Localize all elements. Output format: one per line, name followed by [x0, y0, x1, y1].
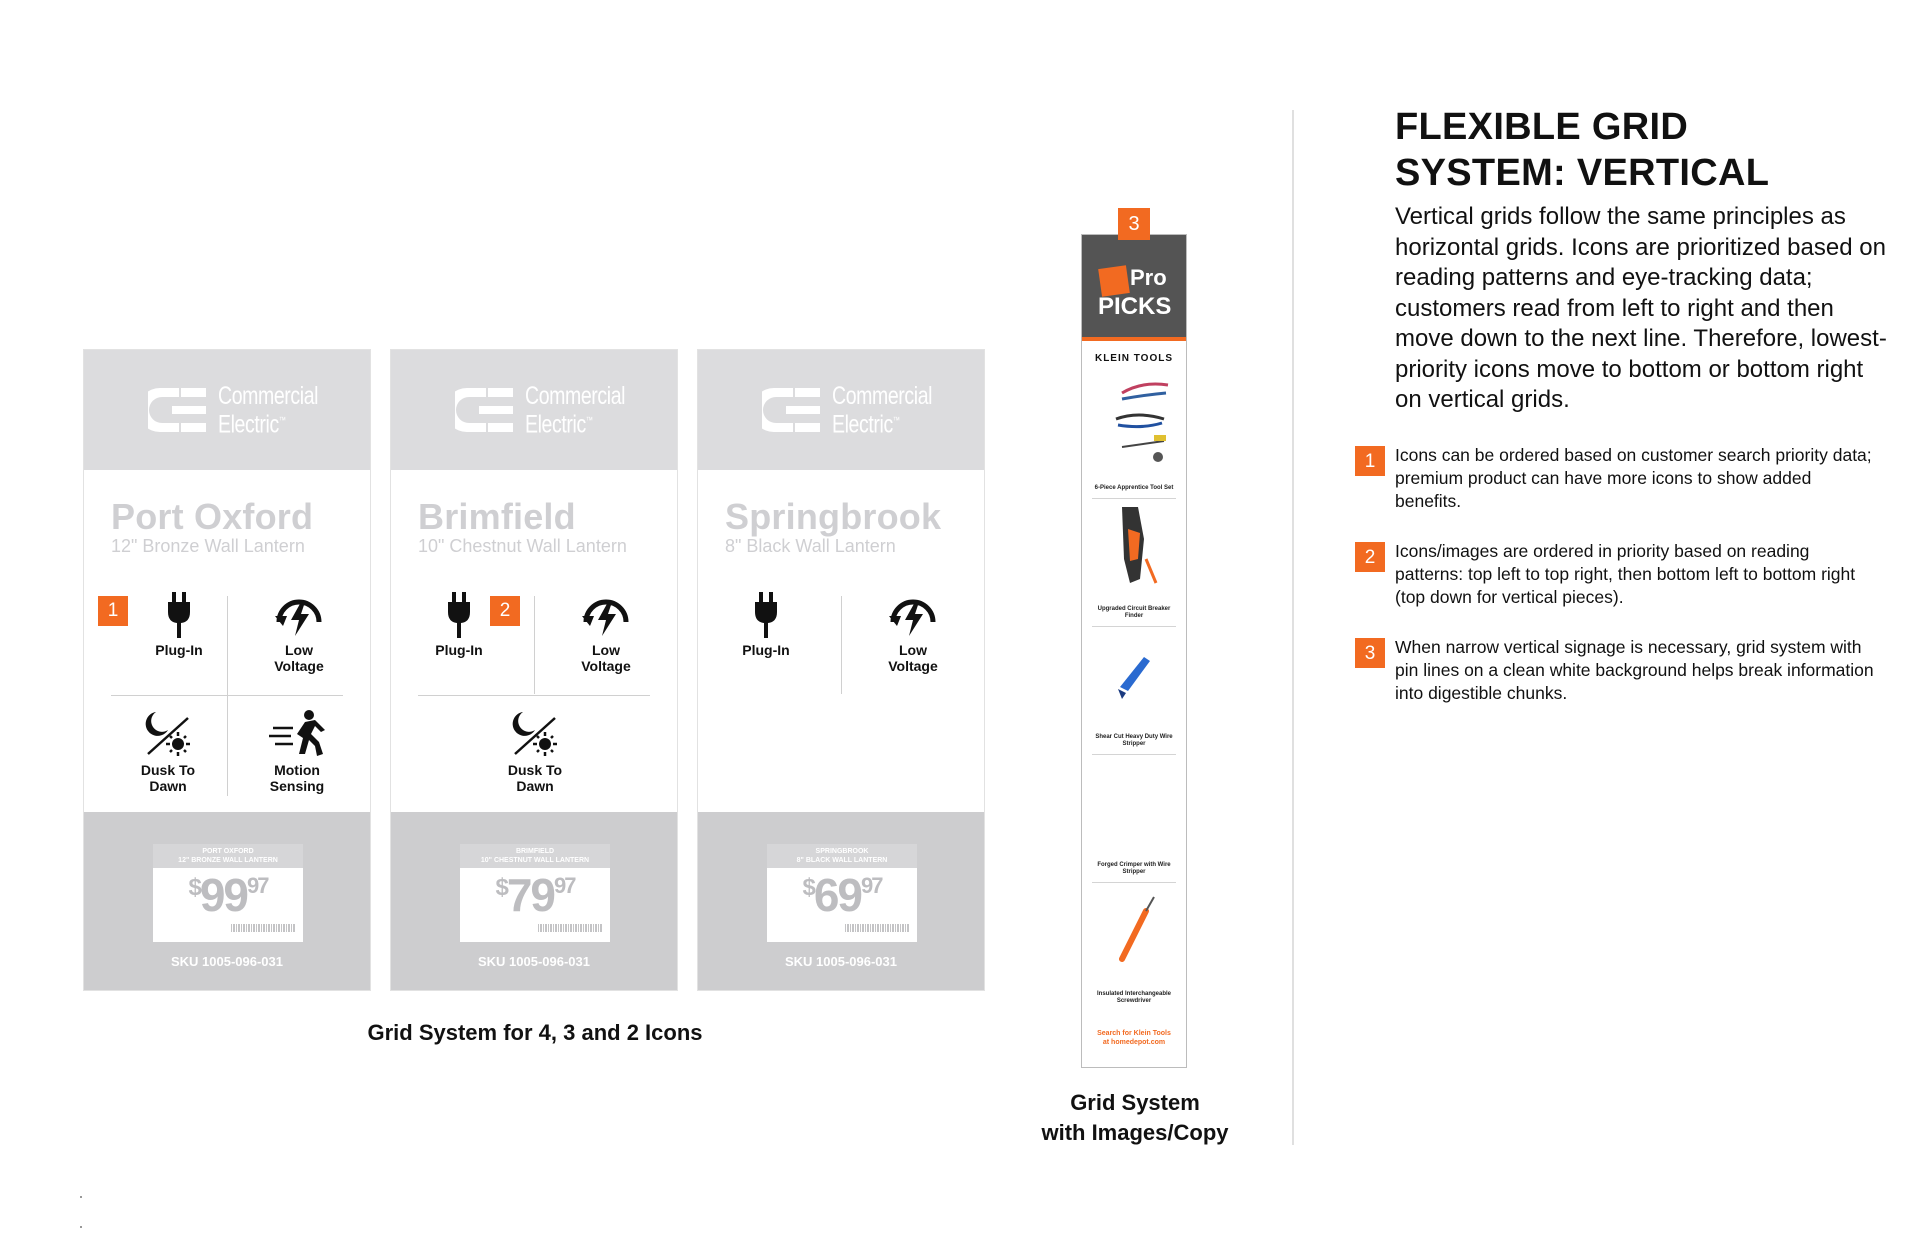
- dusk-to-dawn-icon: [507, 710, 563, 758]
- tag-product-desc: 12" BRONZE WALL LANTERN: [178, 857, 278, 864]
- price-dollars: 69: [813, 869, 862, 921]
- signage-card-port-oxford: [84, 350, 370, 990]
- low-voltage-icon: [887, 594, 939, 638]
- priority-badge-1: 1: [98, 596, 128, 626]
- tag-product-name: BRIMFIELD: [515, 848, 555, 855]
- dusk-to-dawn-icon: [140, 710, 196, 758]
- priority-badge-2: 2: [490, 596, 520, 626]
- icon-label-dusk-to: Dusk To: [140, 762, 196, 778]
- logo-tm: ™: [585, 414, 593, 425]
- search-line-1: Search for Klein Tools: [1097, 1030, 1171, 1037]
- search-cta: [1082, 1029, 1186, 1047]
- screwdriver-icon: [1092, 883, 1176, 983]
- search-line-2: at homedepot.com: [1102, 1039, 1166, 1046]
- caption-strip: [1010, 1088, 1260, 1148]
- icon-grid-2: [698, 590, 984, 820]
- price-footer: [391, 812, 677, 990]
- price-currency: $: [495, 874, 507, 901]
- icon-cell-plug-in: [399, 592, 519, 658]
- note-text-1: Icons can be ordered based on customer search priority data; premium product can have more icons to show added benefits.: [1395, 445, 1872, 511]
- price-dollars: 79: [506, 869, 555, 921]
- tag-product-name: PORT OXFORD: [202, 848, 254, 855]
- note-1: [1355, 444, 1875, 513]
- note-badge-1: 1: [1355, 446, 1385, 476]
- signage-card-springbrook: [698, 350, 984, 990]
- icon-cell-dusk-to-dawn: [108, 710, 228, 794]
- product-title: Springbrook: [725, 496, 942, 537]
- logo-line-1: Commercial: [217, 381, 318, 410]
- icon-label-plug-in: Plug-In: [155, 642, 203, 658]
- stray-dot: [80, 1226, 82, 1228]
- price-cents: 97: [554, 873, 575, 898]
- price-footer: [698, 812, 984, 990]
- logo-wordmark: [217, 381, 318, 439]
- plug-icon: [751, 592, 781, 638]
- low-voltage-icon: [580, 594, 632, 638]
- brand-header: [698, 350, 984, 470]
- icon-label-low: Low: [899, 642, 927, 658]
- logo-line-1: Commercial: [524, 381, 625, 410]
- tag-product-desc: 10" CHESTNUT WALL LANTERN: [480, 857, 590, 864]
- barcode-graphic: [845, 924, 909, 932]
- note-text-3: When narrow vertical signage is necessary, grid system with pin lines on a clean white background helps break information into digestible chunks.: [1395, 637, 1874, 703]
- icon-cell-plug-in: [119, 592, 239, 658]
- pin-line-horizontal: [418, 695, 650, 696]
- icon-cell-dusk-to-dawn: [475, 710, 595, 794]
- vertical-strip-sign: [1082, 235, 1186, 1067]
- price: [153, 868, 303, 922]
- logo-wordmark: [831, 381, 932, 439]
- product-subtitle: 8" Black Wall Lantern: [725, 536, 896, 556]
- sku: SKU 1005-096-031: [477, 954, 591, 969]
- price-dollars: 99: [199, 869, 248, 921]
- product-slot: [1092, 499, 1176, 627]
- note-text-2: Icons/images are ordered in priority based on reading patterns: top left to top right, then bottom left to bottom right (top down for vertical pieces).: [1395, 541, 1856, 607]
- column-divider: [1292, 110, 1294, 1145]
- plug-icon: [444, 592, 474, 638]
- barcode-graphic: [231, 924, 295, 932]
- logo-line-1: Commercial: [831, 381, 932, 410]
- note-2: [1355, 540, 1875, 609]
- price-tag: [153, 844, 303, 942]
- motion-sensing-icon: [269, 710, 325, 758]
- icon-grid-3: [391, 590, 677, 820]
- sku: SKU 1005-096-031: [170, 954, 284, 969]
- icon-label-dusk-to: Dusk To: [507, 762, 563, 778]
- signage-card-brimfield: [391, 350, 677, 990]
- barcode-graphic: [538, 924, 602, 932]
- sku: SKU 1005-096-031: [784, 954, 898, 969]
- logo-line-2: Electric: [524, 410, 586, 439]
- pin-line-vertical: [534, 596, 535, 694]
- icon-cell-plug-in: [706, 592, 826, 658]
- tag-product-name: SPRINGBROOK: [815, 848, 869, 855]
- stray-dot: [80, 1196, 82, 1198]
- price-tag: [460, 844, 610, 942]
- product-subtitle: 12" Bronze Wall Lantern: [111, 536, 305, 556]
- brand-header: [84, 350, 370, 470]
- product-subtitle: 10" Chestnut Wall Lantern: [418, 536, 627, 556]
- brand-heading: KLEIN TOOLS: [1094, 353, 1174, 364]
- icon-label-voltage: Voltage: [274, 658, 324, 674]
- icon-label-voltage: Voltage: [581, 658, 631, 674]
- logo-picks: PICKS: [1098, 293, 1172, 320]
- icon-label-sensing: Sensing: [269, 778, 325, 794]
- product-slot: [1092, 627, 1176, 755]
- plug-icon: [164, 592, 194, 638]
- logo-pro: Pro: [1130, 265, 1167, 290]
- price-cents: 97: [247, 873, 268, 898]
- product-name: Insulated Interchangeable Screwdriver: [1096, 991, 1172, 1004]
- icon-label-plug-in: Plug-In: [435, 642, 483, 658]
- price: [460, 868, 610, 922]
- price-cents: 97: [861, 873, 882, 898]
- note-badge-2: 2: [1355, 542, 1385, 572]
- pro-picks-header: [1082, 235, 1186, 341]
- product-slot: [1092, 883, 1176, 1011]
- logo-line-2: Electric: [217, 410, 279, 439]
- price-tag-header: [153, 844, 303, 868]
- pin-line-vertical: [841, 596, 842, 694]
- icon-label-voltage: Voltage: [888, 658, 938, 674]
- caption-strip-line-1: Grid System: [1070, 1090, 1200, 1115]
- icon-label-dawn: Dawn: [516, 778, 554, 794]
- section-heading: FLEXIBLE GRID SYSTEM: VERTICAL: [1395, 106, 1770, 194]
- icon-cell-motion-sensing: [237, 710, 357, 794]
- brand-header: [391, 350, 677, 470]
- icon-cell-low-voltage: [546, 594, 666, 674]
- icon-label-plug-in: Plug-In: [742, 642, 790, 658]
- tool-set-icon: [1092, 371, 1176, 471]
- wire-stripper-icon: [1092, 627, 1176, 727]
- price-footer: [84, 812, 370, 990]
- product-slot: [1092, 371, 1176, 499]
- price-currency: $: [802, 874, 814, 901]
- product-name: Forged Crimper with Wire Stripper: [1097, 862, 1171, 875]
- price-currency: $: [188, 874, 200, 901]
- icon-grid-4: [84, 590, 370, 820]
- product-name: Upgraded Circuit Breaker Finder: [1097, 606, 1171, 619]
- price-tag: [767, 844, 917, 942]
- icon-label-motion: Motion: [274, 762, 320, 778]
- logo-tm: ™: [278, 414, 286, 425]
- commercial-electric-logo-icon: [148, 385, 210, 435]
- commercial-electric-logo-icon: [762, 385, 824, 435]
- product-slot: [1092, 755, 1176, 883]
- price-tag-header: [767, 844, 917, 868]
- product-title: Port Oxford: [111, 496, 314, 537]
- caption-strip-line-2: with Images/Copy: [1041, 1120, 1229, 1145]
- price-tag-header: [460, 844, 610, 868]
- icon-label-dawn: Dawn: [149, 778, 187, 794]
- low-voltage-icon: [273, 594, 325, 638]
- logo-line-2: Electric: [831, 410, 893, 439]
- product-title: Brimfield: [418, 496, 576, 537]
- icon-label-low: Low: [592, 642, 620, 658]
- commercial-electric-logo-icon: [455, 385, 517, 435]
- logo-tm: ™: [892, 414, 900, 425]
- pin-line-horizontal: [111, 695, 343, 696]
- logo-wordmark: [524, 381, 625, 439]
- tag-product-desc: 8" BLACK WALL LANTERN: [796, 857, 888, 864]
- price: [767, 868, 917, 922]
- icon-cell-low-voltage: [853, 594, 973, 674]
- note-badge-3: 3: [1355, 638, 1385, 668]
- icon-label-low: Low: [285, 642, 313, 658]
- intro-paragraph: Vertical grids follow the same principles as horizontal grids. Icons are prioritized based on reading patterns and eye-tracking data; customers read from left to right and then move down to the next line. Therefore, lowest-priority icons move to bottom or bottom right on vertical grids.: [1395, 203, 1887, 413]
- icon-cell-low-voltage: [239, 594, 359, 674]
- breaker-finder-icon: [1092, 499, 1176, 599]
- priority-badge-3: 3: [1118, 208, 1150, 240]
- product-name: 6-Piece Apprentice Tool Set: [1094, 485, 1174, 491]
- note-3: [1355, 636, 1875, 705]
- product-name: Shear Cut Heavy Duty Wire Stripper: [1095, 734, 1173, 747]
- caption-grid-system: Grid System for 4, 3 and 2 Icons: [367, 1020, 703, 1045]
